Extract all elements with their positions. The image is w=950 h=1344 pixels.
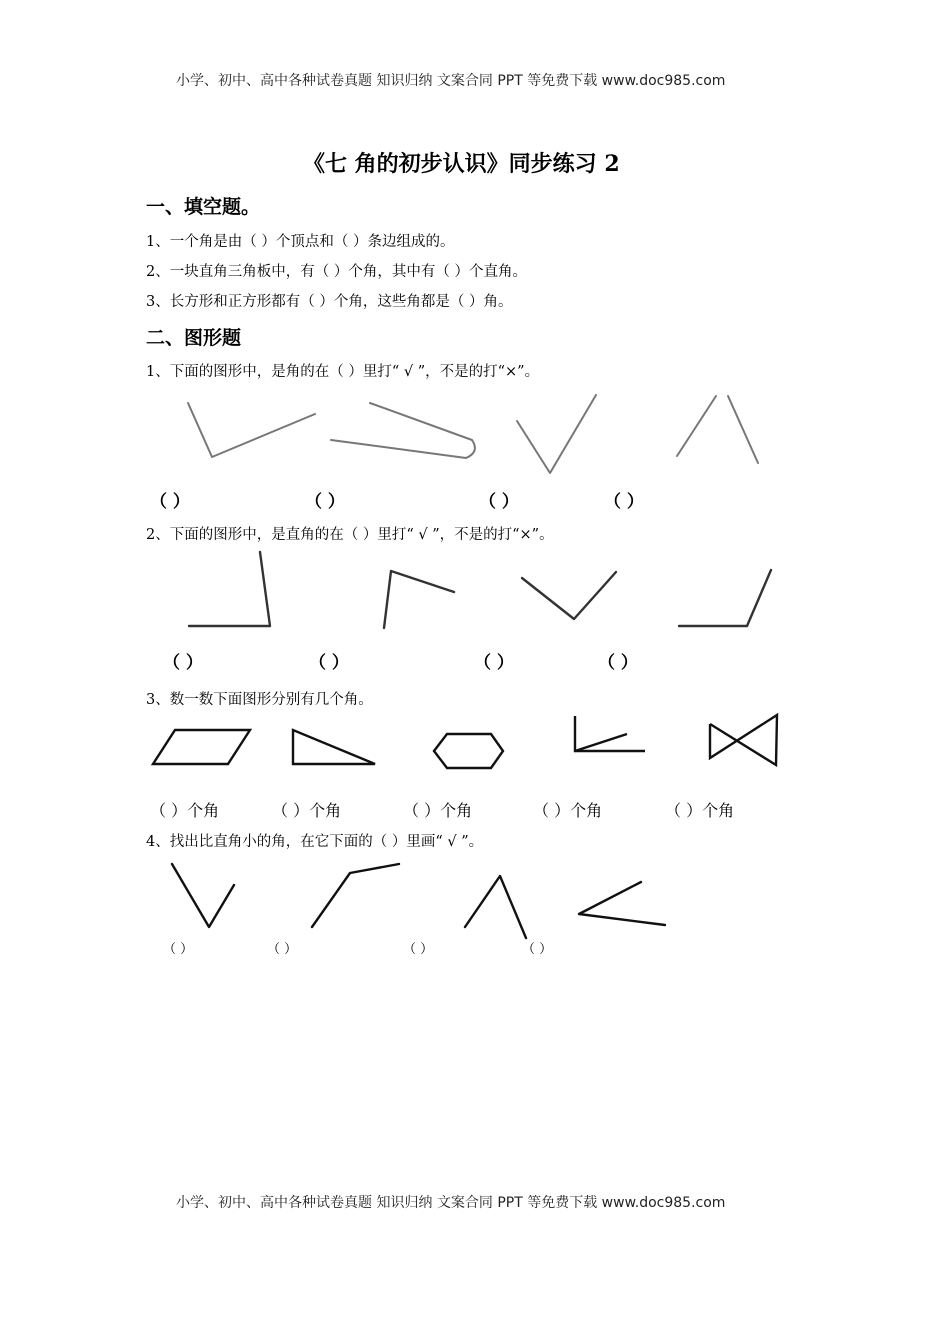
figure-question-4: 4、找出比直角小的角，在它下面的（ ）里画“ √ ”。	[146, 834, 484, 850]
q4-figure-4	[579, 882, 665, 925]
q1-answer-4[interactable]: （ ）	[604, 492, 644, 512]
q2-answer-3[interactable]: （ ）	[474, 653, 514, 673]
q3-angle-figure	[575, 716, 645, 751]
q4-figure-2	[312, 864, 399, 927]
q2-answer-1[interactable]: （ ）	[163, 653, 203, 673]
q3-answer-2[interactable]: （ ）个角	[272, 801, 342, 820]
q3-bowtie	[710, 715, 777, 765]
q2-figure-3	[522, 572, 616, 619]
q2-figure-4	[679, 570, 771, 626]
page-title: 《七 角的初步认识》同步练习 2	[303, 151, 620, 177]
q3-angle-ray	[575, 734, 627, 751]
q4-answer-4[interactable]: （ ）	[522, 942, 553, 957]
q1-figure-3	[517, 395, 596, 473]
q3-answer-5[interactable]: （ ）个角	[665, 801, 735, 820]
q4-figure-3	[465, 876, 526, 938]
q4-figure-1	[172, 864, 234, 927]
page-footer: 小学、初中、高中各种试卷真题 知识归纳 文案合同 PPT 等免费下载 www.doc985.com	[176, 1195, 726, 1211]
q2-figure-1	[189, 552, 270, 626]
section1-heading: 一、填空题。	[146, 196, 261, 218]
q2-figure-2	[384, 571, 454, 628]
q1-answer-2[interactable]: （ ）	[305, 492, 345, 512]
q2-answer-4[interactable]: （ ）	[598, 653, 638, 673]
q3-answer-4[interactable]: （ ）个角	[533, 801, 603, 820]
figure-question-2: 2、下面的图形中，是直角的在（ ）里打“ √ ”，不是的打“×”。	[146, 527, 554, 543]
q1-figure-1	[188, 403, 315, 457]
page-header: 小学、初中、高中各种试卷真题 知识归纳 文案合同 PPT 等免费下载 www.doc985.com	[176, 73, 726, 89]
section2-heading: 二、图形题	[146, 327, 242, 349]
q3-triangle	[293, 730, 375, 764]
figure-question-3: 3、数一数下面图形分别有几个角。	[146, 692, 373, 708]
q4-answer-3[interactable]: （ ）	[403, 942, 434, 957]
q2-answer-2[interactable]: （ ）	[309, 653, 349, 673]
fill-question-1: 1、一个角是由（ ）个顶点和（ ）条边组成的。	[146, 234, 455, 250]
q3-hexagon	[434, 734, 503, 768]
q3-parallelogram	[153, 730, 250, 764]
q3-answer-3[interactable]: （ ）个角	[403, 801, 473, 820]
q1-answer-3[interactable]: （ ）	[479, 492, 519, 512]
q3-answer-1[interactable]: （ ）个角	[150, 801, 220, 820]
fill-question-2: 2、一块直角三角板中，有（ ）个角，其中有（ ）个直角。	[146, 264, 527, 280]
q1-figure-4b	[728, 396, 758, 463]
q1-answer-1[interactable]: （ ）	[150, 492, 190, 512]
q1-figure-2	[331, 403, 475, 458]
q4-answer-1[interactable]: （ ）	[163, 942, 194, 957]
q4-answer-2[interactable]: （ ）	[267, 942, 298, 957]
q1-figure-4a	[677, 396, 716, 456]
figure-question-1: 1、下面的图形中，是角的在（ ）里打“ √ ”，不是的打“×”。	[146, 364, 540, 380]
fill-question-3: 3、长方形和正方形都有（ ）个角，这些角都是（ ）角。	[146, 294, 513, 310]
